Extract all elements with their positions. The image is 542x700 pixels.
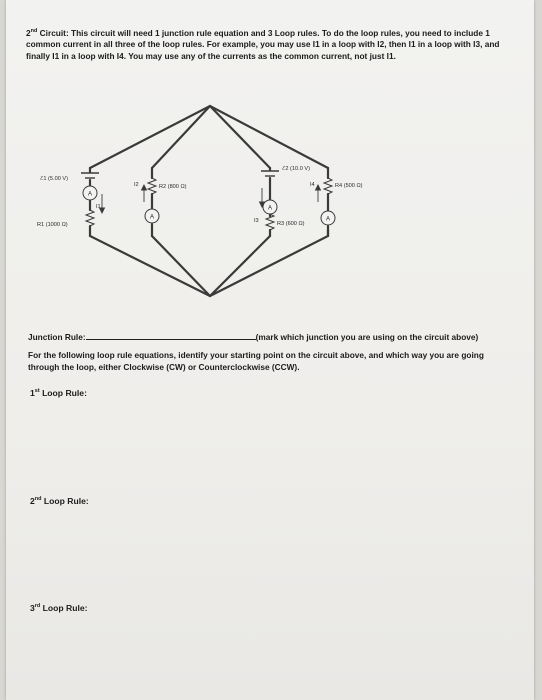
circuit-title: 2nd Circuit: bbox=[26, 27, 69, 38]
resistor-r1 bbox=[86, 210, 94, 226]
i3-label: I3 bbox=[254, 218, 259, 224]
intro-text: This circuit will need 1 junction rule equation and 3 Loop rules. To do the loop rules, you need to include 1 common current in all three of the loop rules. For example, you may use I1 in a loop with I2, then I1 in a loop with I3, and finally I1 in a loop with I4. You may use any of the currents as the common current, not just I1. bbox=[26, 27, 500, 61]
i4-label: I4 bbox=[310, 182, 315, 188]
junction-label: Junction Rule: bbox=[28, 332, 86, 342]
bottom-wire bbox=[90, 230, 328, 296]
r2-label: R2 (800 Ω) bbox=[159, 184, 187, 190]
r3-label: R3 (600 Ω) bbox=[277, 221, 305, 227]
ammeter-3-label: A bbox=[267, 205, 273, 212]
circuit-diagram bbox=[0, 0, 542, 330]
junction-note: (mark which junction you are using on the circuit above) bbox=[255, 332, 479, 342]
battery-e2 bbox=[261, 171, 279, 176]
top-wire bbox=[90, 106, 328, 168]
junction-blank[interactable] bbox=[86, 331, 256, 340]
e2-label: ℰ2 (10.0 V) bbox=[282, 166, 310, 172]
r4-label: R4 (500 Ω) bbox=[335, 183, 363, 189]
loop-rule-3: 3rd Loop Rule: bbox=[30, 603, 88, 613]
i2-label: I2 bbox=[134, 182, 139, 188]
r1-label: R1 (1000 Ω) bbox=[37, 222, 68, 228]
ammeter-4-label: A bbox=[325, 216, 331, 223]
e1-label: ℰ1 (5.00 V) bbox=[40, 176, 68, 182]
junction-rule-line bbox=[28, 331, 518, 342]
battery-e1 bbox=[81, 173, 99, 178]
ammeter-1-label: A bbox=[87, 191, 93, 198]
arrow-i4 bbox=[316, 185, 321, 190]
resistor-r2 bbox=[148, 178, 156, 194]
i1-label: I1 bbox=[96, 204, 101, 210]
resistor-r4 bbox=[324, 178, 332, 194]
loop-rule-2: 2nd Loop Rule: bbox=[30, 496, 89, 506]
instructions-text: For the following loop rule equations, identify your starting point on the circuit above, and which way you are going through the loop, either Clockwise (CW) or Counterclockwise (CCW). bbox=[28, 350, 484, 372]
arrow-i2 bbox=[142, 185, 147, 190]
ammeter-2-label: A bbox=[149, 214, 155, 221]
loop-rule-1: 1st Loop Rule: bbox=[30, 388, 87, 398]
